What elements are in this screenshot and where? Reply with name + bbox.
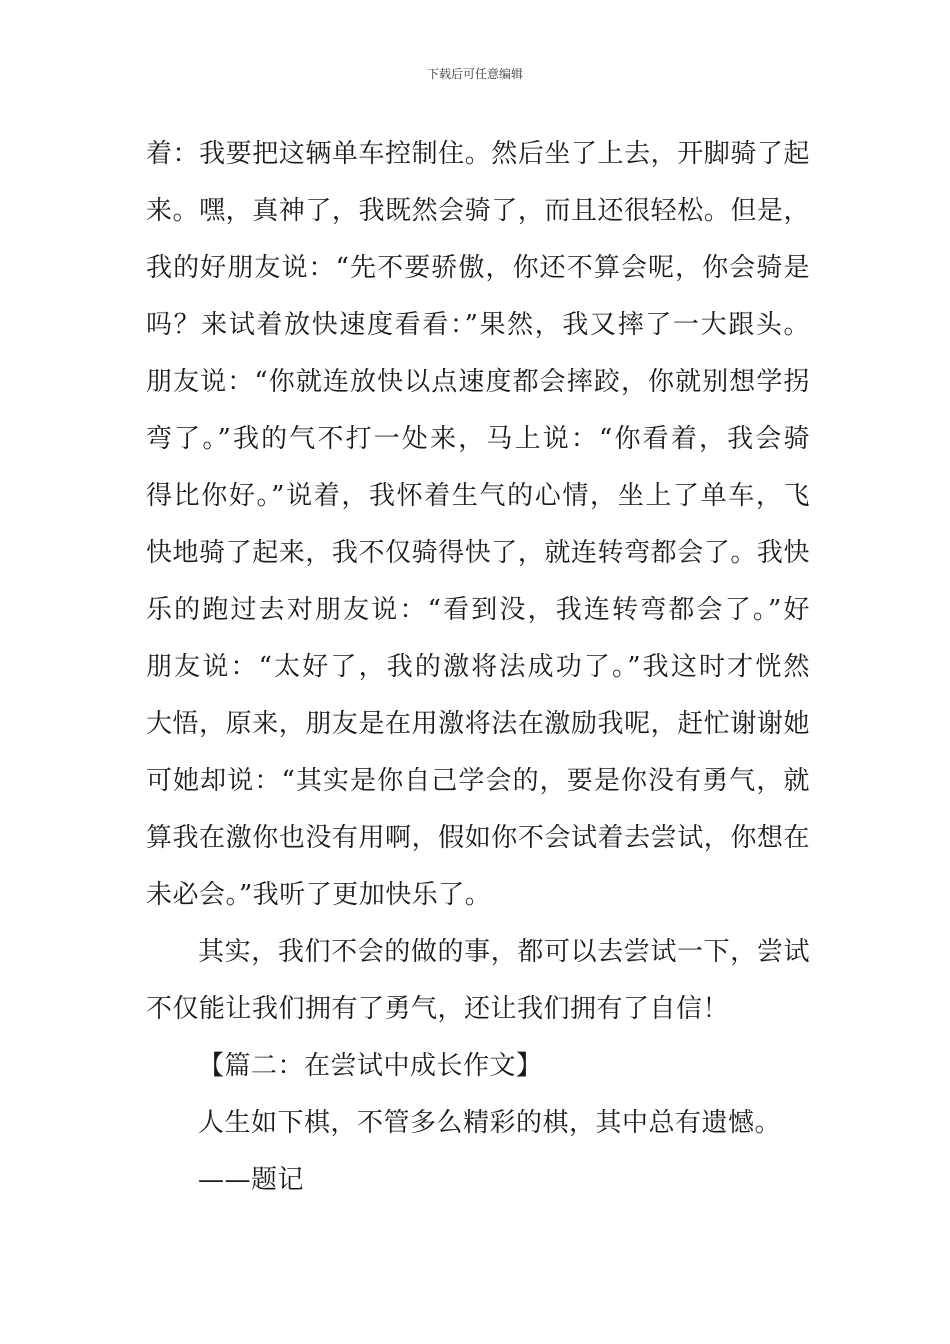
text-line: 不仅能让我们拥有了勇气，还让我们拥有了自信！ bbox=[146, 994, 730, 1024]
epigraph: 人生如下棋，不管多么精彩的棋，其中总有遗憾。 bbox=[198, 1108, 782, 1138]
text-line: 吗？来试着放快速度看看：”果然，我又摔了一大跟头。 bbox=[146, 310, 810, 340]
document-body bbox=[146, 126, 810, 1209]
text-line: 乐的跑过去对朋友说：“看到没，我连转弯都会了。”好 bbox=[146, 595, 810, 625]
text-line: 可她却说：“其实是你自己学会的，要是你没有勇气，就 bbox=[146, 766, 810, 796]
text-line: 算我在激你也没有用啊，假如你不会试着去尝试，你想在 bbox=[146, 823, 810, 853]
text-line: 得比你好。”说着，我怀着生气的心情，坐上了单车，飞 bbox=[146, 481, 810, 511]
page-header-note: 下载后可任意编辑 bbox=[426, 67, 523, 81]
epigraph-source: ——题记 bbox=[198, 1165, 305, 1195]
text-line: 快地骑了起来，我不仅骑得快了，就连转弯都会了。我快 bbox=[146, 538, 810, 568]
paragraph-2 bbox=[146, 924, 810, 1038]
section-title: 【篇二：在尝试中成长作文】 bbox=[198, 1051, 543, 1081]
text-line: 其实，我们不会的做的事，都可以去尝试一下，尝试 bbox=[198, 937, 810, 967]
text-line: 未必会。”我听了更加快乐了。 bbox=[146, 880, 492, 910]
paragraph-1 bbox=[146, 126, 810, 924]
text-line: 着：我要把这辆单车控制住。然后坐了上去，开脚骑了起 bbox=[146, 139, 810, 169]
text-line: 大悟，原来，朋友是在用激将法在激励我呢，赶忙谢谢她 bbox=[146, 709, 810, 739]
text-line: 朋友说：“太好了，我的激将法成功了。”我这时才恍然 bbox=[146, 652, 810, 682]
text-line: 弯了。”我的气不打一处来，马上说：“你看着，我会骑 bbox=[146, 424, 810, 454]
text-line: 我的好朋友说：“先不要骄傲，你还不算会呢，你会骑是 bbox=[146, 253, 810, 283]
text-line: 朋友说：“你就连放快以点速度都会摔跤，你就别想学拐 bbox=[146, 367, 810, 397]
text-line: 来。嘿，真神了，我既然会骑了，而且还很轻松。但是， bbox=[146, 196, 810, 226]
